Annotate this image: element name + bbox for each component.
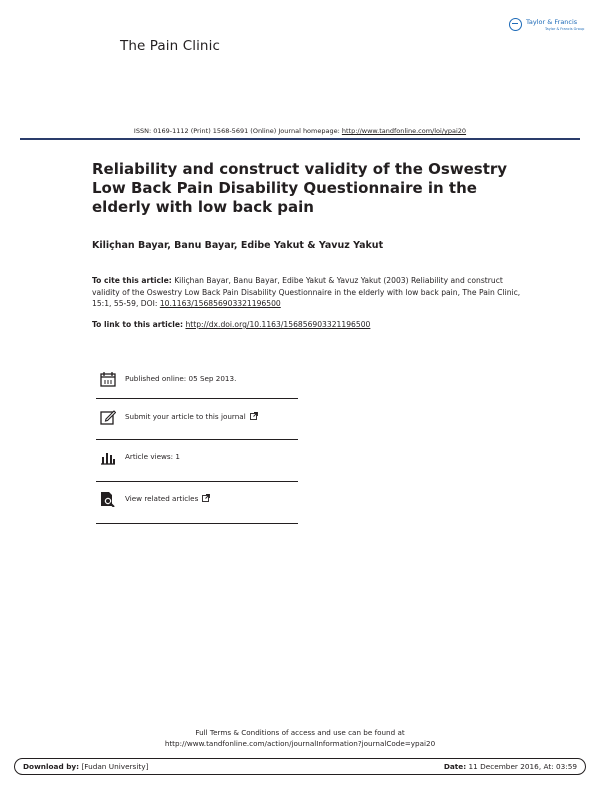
article-doi-url[interactable]: http://dx.doi.org/10.1163/156856903321196500 [185, 320, 371, 329]
issn-text: ISSN: 0169-1112 (Print) 1568-5691 (Online) Journal homepage: [133, 127, 340, 135]
journal-homepage-link[interactable]: http://www.tandfonline.com/loi/ypai20 [341, 127, 467, 135]
header-divider [20, 138, 580, 140]
issn-line [0, 127, 600, 135]
citation-label: To cite this article: [92, 276, 172, 285]
logo-name: Taylor & Francis [526, 18, 578, 26]
downloaded-by-label: Download by: [23, 762, 80, 771]
article-views-text: Article views: 1 [125, 452, 180, 461]
download-date [444, 762, 577, 771]
submit-article-link[interactable] [125, 412, 258, 421]
download-date-value: 11 December 2016, At: 03:59 [468, 762, 577, 771]
calendar-icon [100, 371, 116, 387]
submit-article-text: Submit your article to this journal [125, 412, 246, 421]
divider [96, 439, 298, 440]
bar-chart-icon [100, 449, 116, 465]
external-link-icon [250, 412, 258, 420]
external-link-icon [202, 494, 210, 502]
edit-icon [100, 409, 116, 425]
related-articles-icon [100, 491, 116, 507]
citation-doi-link[interactable]: 10.1163/156856903321196500 [159, 299, 281, 308]
published-online-row [96, 368, 298, 398]
related-articles-text: View related articles [125, 494, 199, 503]
divider [96, 481, 298, 482]
download-date-label: Date: [443, 762, 467, 771]
download-info-bar [14, 758, 586, 775]
related-articles-row[interactable] [96, 488, 298, 518]
article-link-block [92, 320, 370, 329]
journal-title: The Pain Clinic [120, 38, 220, 54]
related-articles-link[interactable] [125, 494, 210, 503]
article-link-label: To link to this article: [92, 320, 184, 329]
citation-block [92, 275, 522, 310]
article-authors: Kiliçhan Bayar, Banu Bayar, Edibe Yakut & Yavuz Yakut [92, 240, 384, 251]
downloaded-by-value: [Fudan University] [81, 762, 149, 771]
terms-line: Full Terms & Conditions of access and use can be found at [195, 728, 405, 737]
article-views-row [96, 446, 298, 476]
terms-url[interactable]: http://www.tandfonline.com/action/journalInformation?journalCode=ypai20 [164, 739, 436, 748]
logo-subtitle: Taylor & Francis Group [545, 27, 585, 31]
logo-icon [509, 18, 522, 31]
downloaded-by [23, 762, 148, 771]
article-title: Reliability and construct validity of the Oswestry Low Back Pain Disability Questionnaire in the elderly with low back pain [92, 160, 508, 216]
citation-text: Kiliçhan Bayar, Banu Bayar, Edibe Yakut & Yavuz Yakut (2003) Reliability and construct validity of the Oswestry Low Back Pain Disability Questionnaire in the elderly with low back pain, The Pain Clinic, 15:1, 55-59, DOI: [92, 276, 521, 308]
publisher-logo[interactable] [509, 16, 583, 40]
divider [96, 523, 298, 524]
divider [96, 398, 298, 399]
submit-article-row[interactable] [96, 406, 298, 436]
terms-block [0, 727, 600, 749]
published-online-text: Published online: 05 Sep 2013. [125, 374, 237, 383]
